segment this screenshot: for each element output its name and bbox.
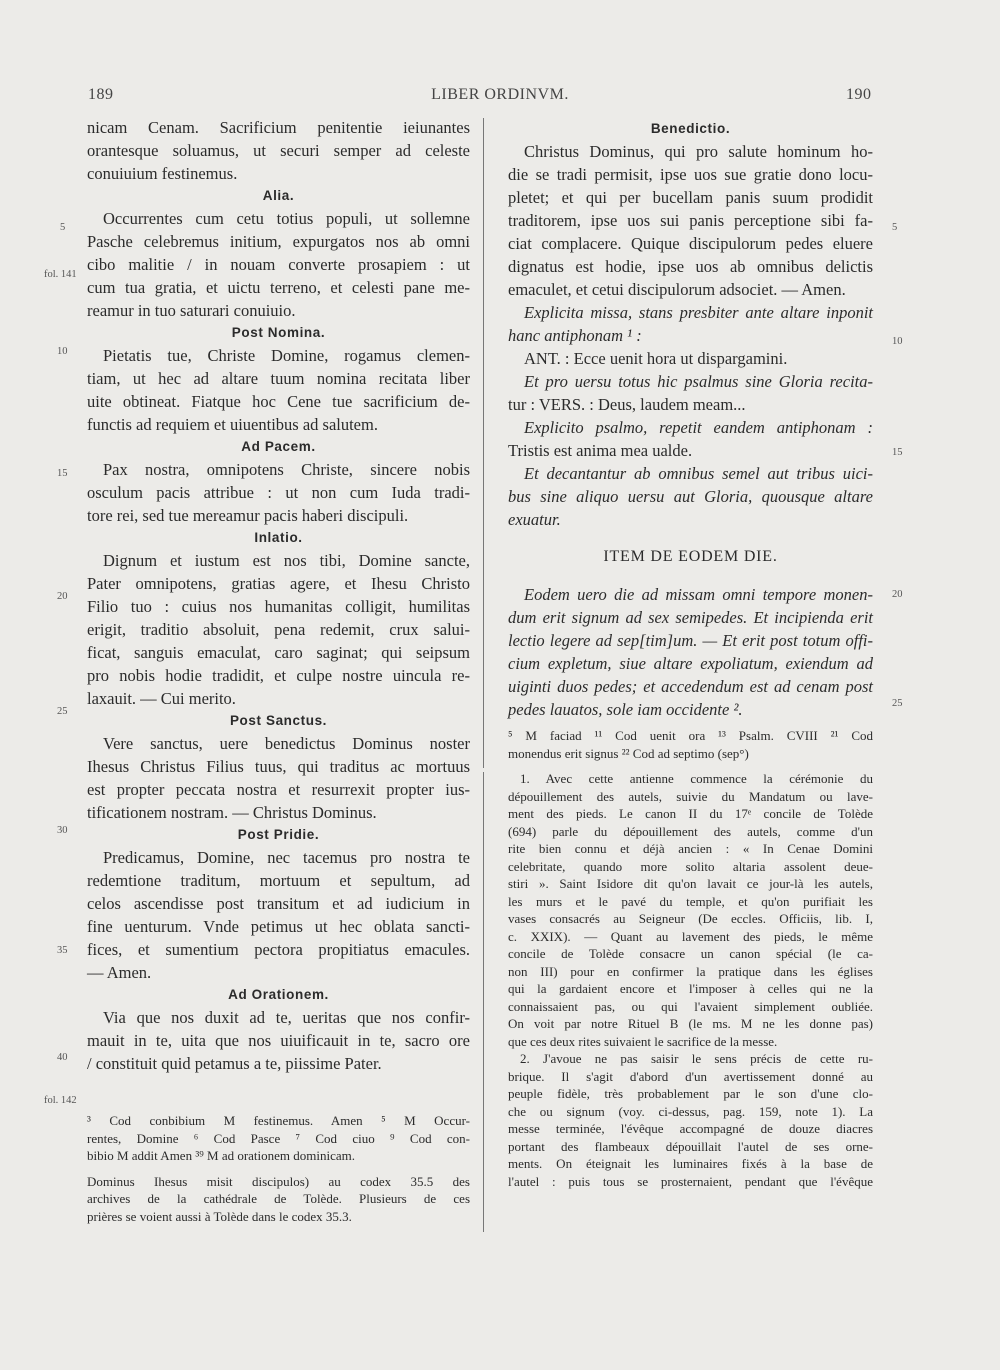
text-line: mauit in te, uita que nos uiuificauit in te, sacro ore [87, 1031, 470, 1050]
footnote-line: dépouillement des autels, suivie du Mandatum ou lave- [508, 788, 873, 804]
margin-line-number: 25 [892, 698, 903, 709]
text-line: lectio legere ad sep[tim]um. — Et erit post totum offi- [508, 631, 873, 650]
footnote-line: stiri ». Saint Isidore dit qu'on lavait ce jour-là les autels, [508, 876, 873, 891]
section-title: ITEM DE EODEM DIE. [603, 548, 778, 565]
text-line: erigit, traditio absoluit, pena redemit, crux salui- [87, 620, 470, 639]
section-heading: Benedictio. [650, 121, 731, 136]
footnote-line: ⁵ M faciad ¹¹ Cod uenit ora ¹³ Psalm. CVIII ²¹ Cod [508, 728, 873, 743]
text-line: cum tua gratia, et uictu terreno, et celesti pane me- [87, 278, 470, 297]
text-line: Pasche celebremus initium, expurgatos nos ab omni [87, 232, 470, 251]
footnote-line: prières se voient aussi à Tolède dans le codex 35.3. [87, 1208, 352, 1224]
text-line: dum erit signum ad sex semipedes. Et incipienda erit [508, 608, 873, 627]
text-line: Pax nostra, omnipotens Christe, sincere nobis [103, 460, 470, 479]
text-line: est propter peccata nostra et resurrexit propter ius- [87, 780, 470, 799]
footnote-line [87, 1165, 470, 1173]
text-line: Pater omnipotens, gratias agere, et Ihesu Christo [87, 574, 470, 593]
text-line: tur : VERS. : Deus, laudem meam... [508, 395, 746, 414]
footnote-line: vases consacrés au Seigneur (De eccles. Officiis, lib. I, [508, 911, 873, 926]
text-line: Filio tuo : cuius nos humanitas colligit, humilitas [87, 597, 470, 616]
text-line: ciat complacere. Quique discipulorum pedes eluere [508, 234, 873, 253]
footnote-line: ments. On éteignait les luminaires fixés à la base de [508, 1156, 873, 1171]
text-line: Christus Dominus, qui pro salute hominum ho- [524, 142, 873, 161]
margin-line-number: 15 [57, 468, 68, 479]
text-line: reamur in tuo saturari conuiuio. [87, 301, 296, 320]
text-line: ANT. : Ecce uenit hora ut dispargamini. [524, 349, 788, 368]
text-line: Via que nos duxit ad te, ueritas que nos confir- [103, 1008, 470, 1027]
text-line: Vere sanctus, uere benedictus Dominus noster [103, 734, 470, 753]
text-line: uite obtineat. Fiatque hoc Cene tue sacrificium de- [87, 392, 470, 411]
right-column [508, 118, 873, 721]
text-line: traditorem, ipse uos sui panis perceptione sibi fa- [508, 211, 873, 230]
footnote-line: portant des flambeaux dépouillait l'autel de ses orne- [508, 1138, 873, 1154]
footnote-line: celebritate, quando more solito altaria assolent deue- [508, 858, 873, 874]
text-line: Tristis est anima mea ualde. [508, 441, 693, 460]
footnote-line: peuple fidèle, très probablement par le son d'une clo- [508, 1086, 873, 1101]
text-line: hanc antiphonam ¹ : [508, 326, 642, 345]
section-heading: Post Pridie. [237, 827, 320, 842]
section-heading: Ad Orationem. [228, 987, 329, 1002]
footnote-line: concile de Tolède consacre un canon spécial (le ca- [508, 946, 873, 961]
margin-line-number: 20 [892, 589, 903, 600]
text-line: fices, et sumentium pectora propitiatus emacules. [87, 940, 470, 959]
text-line: Explicito psalmo, repetit eandem antiphonam : [524, 418, 873, 437]
text-line: pletet; et qui per bucellam panis suum prodidit [508, 188, 873, 207]
footnote-line: connaissaient pas, ou qui l'avaient simplement oubliée. [508, 998, 873, 1014]
footnote-line: (694) parle du dépouillement des autels, comme d'un [508, 823, 873, 839]
footnote-line: brique. Il s'agit d'abord d'un avertissement donné au [508, 1068, 873, 1084]
text-line: ficat, sanguis emaculat, caro saginat; qui seipsum [87, 643, 470, 662]
text-line: functis ad requiem et uiuentibus ad salutem. [87, 415, 378, 434]
footnote-line: archives de la cathédrale de Tolède. Plusieurs de ces [87, 1191, 470, 1206]
text-line: Dignum et iustum est nos tibi, Domine sancte, [103, 551, 470, 570]
text-line: pro nobis hodie tradidit, et culpe nostre uincula re- [87, 666, 470, 685]
text-line: exuatur. [508, 510, 561, 529]
footnote-line: bibio M addit Amen ³⁹ M ad orationem dominicam. [87, 1148, 356, 1163]
page-number-right: 190 [846, 86, 872, 103]
text-line: Predicamus, Domine, nec tacemus pro nostra te [103, 848, 470, 867]
text-line: bus sine aliquo uersu aut Gloria, quousque altare [508, 487, 873, 506]
text-line: Pietatis tue, Christe Domine, rogamus clemen- [103, 346, 470, 365]
text-line: nicam Cenam. Sacrificium penitentie ieiunantes [87, 118, 470, 137]
text-line: Explicita missa, stans presbiter ante altare inponit [524, 303, 873, 322]
text-line: tore rei, sed tue mereamur pacis haberi discipuli. [87, 506, 409, 525]
footnote-line: qui la gardaient encore et l'imposer à celles qui ne la [508, 981, 873, 996]
margin-line-number: 10 [892, 336, 903, 347]
text-line: cibo malitie / in nouam converte prosapiem : ut [87, 255, 470, 274]
footnote-line: non III) pour en confirmer la pratique dans les églises [508, 963, 873, 979]
text-line: redemtione traditum, mortuum et sepultum, ad [87, 871, 470, 890]
text-line: Occurrentes cum cetu totius populi, ut sollemne [103, 209, 470, 228]
margin-line-number: fol. 142 [44, 1095, 77, 1106]
text-line: Ihesus Christus Filius tuus, qui traditus ac mortuus [87, 757, 470, 776]
text-line: Eodem uero die ad missam omni tempore monen- [524, 585, 873, 604]
footnote-line: rentes, Domine ⁶ Cod Pasce ⁷ Cod ciuo ⁹ Cod con- [87, 1130, 470, 1146]
text-line: celos ascendisse post transitum et ad iudicium in [87, 894, 470, 913]
margin-line-number: 5 [60, 222, 66, 233]
running-title: LIBER ORDINVM. [431, 86, 569, 103]
margin-line-number: 20 [57, 591, 68, 602]
section-heading: Post Nomina. [231, 325, 326, 340]
page-number-left: 189 [88, 86, 114, 103]
footnote-line [508, 762, 873, 770]
left-footnotes [87, 1112, 470, 1225]
text-line: die se tradi permisit, ipse uos sue gratie dono locu- [508, 165, 873, 184]
footnote-line: que ces deux rites suivaient le sacrifice de la messe. [508, 1033, 778, 1049]
margin-line-number: 40 [57, 1052, 68, 1063]
column-divider [483, 118, 484, 768]
footnote-line: 1. Avec cette antienne commence la cérémonie du [520, 771, 873, 786]
notes-divider [483, 772, 484, 1232]
footnote-line: ³ Cod conbibium M festinemus. Amen ⁵ M Occur- [87, 1113, 470, 1128]
footnote-line: rite bien connu et déjà ancien : « In Cenae Domini [508, 841, 873, 856]
text-line: osculum pacis attribue : ut non cum Iuda tradi- [87, 483, 470, 502]
footnote-line: On voit par notre Rituel B (le ms. M ne les donne pas) [508, 1016, 873, 1031]
text-line: conuiuium festinemus. [87, 164, 238, 183]
text-line [508, 531, 873, 545]
footnote-line: ment des pieds. Le canon II du 17ᵉ concile de Tolède [508, 806, 873, 821]
text-line: — Amen. [87, 963, 152, 982]
section-heading: Inlatio. [254, 530, 303, 545]
text-line: Et pro uersu totus hic psalmus sine Gloria recita- [524, 372, 873, 391]
section-heading: Post Sanctus. [229, 713, 328, 728]
text-line: / constituit quid petamus a te, piissime Pater. [87, 1054, 382, 1073]
footnote-line: messe terminée, l'évêque accompagné de douze diacres [508, 1121, 873, 1136]
text-line: emaculet, et cetui discipulorum adsociet. — Amen. [508, 280, 846, 299]
text-line: tificationem nostram. — Christus Dominus. [87, 803, 377, 822]
text-line: orantesque soluamus, ut securi semper ad celeste [87, 141, 470, 160]
text-line: dignatus est hodie, ipse uos ab omnibus delictis [508, 257, 873, 276]
margin-line-number: 30 [57, 825, 68, 836]
text-line [508, 569, 873, 583]
footnote-line: c. XXIX). — Quant au lavement des pieds, le même [508, 928, 873, 944]
footnote-line: che ou signum (voy. ci-dessus, pag. 159, note 1). La [508, 1103, 873, 1119]
footnote-line: Dominus Ihesus misit discipulos) au codex 35.5 des [87, 1173, 470, 1189]
footnote-line: les murs et le pavé du temple, et qu'on purifiait les [508, 893, 873, 909]
text-line: pedes lauatos, sole iam occidente ². [508, 700, 743, 719]
margin-line-number: 10 [57, 346, 68, 357]
margin-line-number: 15 [892, 447, 903, 458]
footnote-line: 2. J'avoue ne pas saisir le sens précis de cette ru- [520, 1051, 873, 1066]
margin-line-number: 25 [57, 706, 68, 717]
footnote-line: l'autel : puis tous se prosternaient, pendant que l'évêque [508, 1173, 873, 1189]
left-column [87, 116, 470, 1075]
text-line: cium expletum, siue altare expoliatum, exiendum ad [508, 654, 873, 673]
footnote-line: monendus erit signus ²² Cod ad septimo (sep°) [508, 745, 749, 761]
right-footnotes [508, 727, 873, 1190]
margin-line-number: 5 [892, 222, 898, 233]
margin-line-number: 35 [57, 945, 68, 956]
section-heading: Ad Pacem. [241, 439, 316, 454]
section-heading: Alia. [262, 188, 295, 203]
text-line: Et decantantur ab omnibus semel aut tribus uici- [524, 464, 873, 483]
text-line: laxauit. — Cui merito. [87, 689, 236, 708]
text-line: tiam, ut hec ad altare tuum nomina recitata liber [87, 369, 470, 388]
text-line: uiginti duos pedes; et accedendum est ad cenam post [508, 677, 873, 696]
margin-line-number: fol. 141 [44, 269, 77, 280]
text-line: fine uenturum. Vnde petimus ut hec oblata sancti- [87, 917, 470, 936]
